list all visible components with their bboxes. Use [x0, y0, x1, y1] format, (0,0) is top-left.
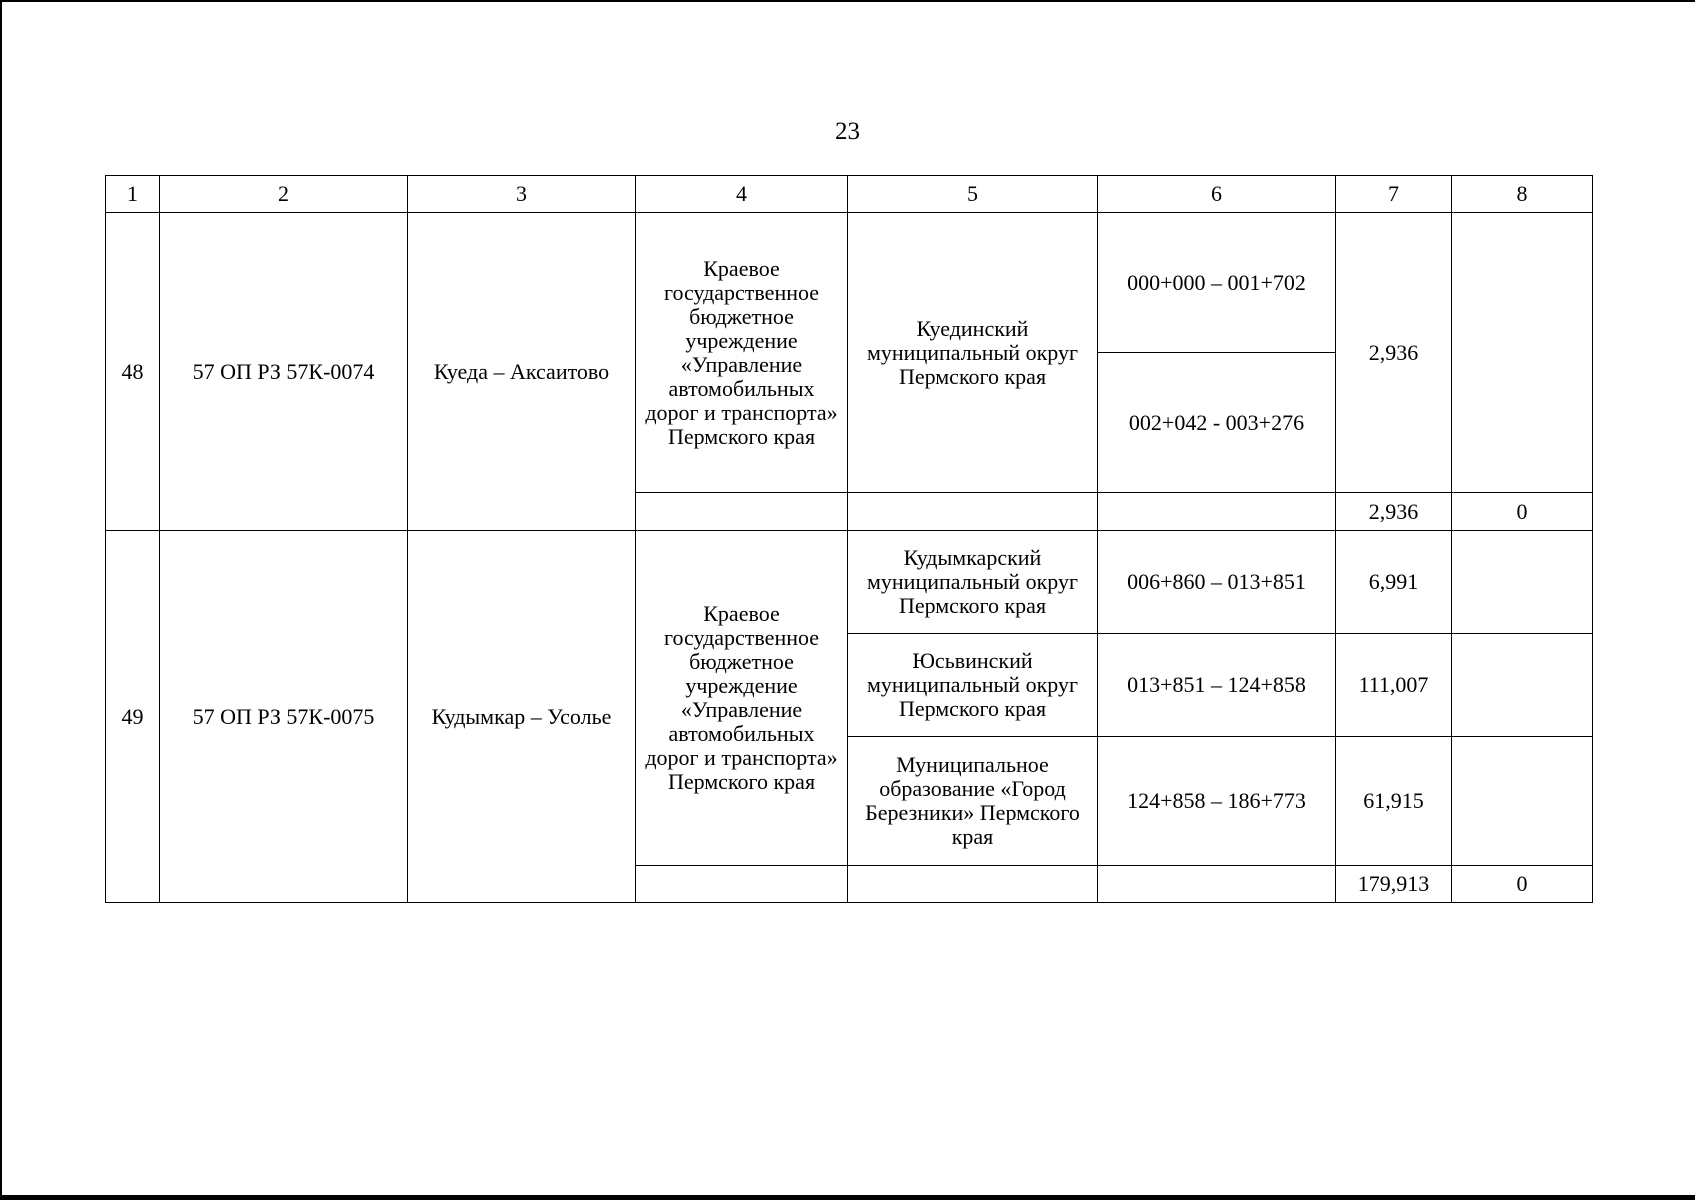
- header-cell: 6: [1098, 176, 1336, 213]
- empty-cell: [636, 493, 848, 531]
- empty-cell: [1098, 493, 1336, 531]
- header-cell: 1: [106, 176, 160, 213]
- total-col8: 0: [1452, 866, 1593, 903]
- total-length: 2,936: [1336, 493, 1452, 531]
- segment-range: 006+860 – 013+851: [1098, 531, 1336, 634]
- row-number: 49: [106, 531, 160, 903]
- page-number: 23: [835, 118, 860, 145]
- table-row: [106, 531, 1593, 634]
- segment-length: 2,936: [1336, 213, 1452, 493]
- road-code: 57 ОП РЗ 57К-0075: [160, 531, 408, 903]
- scan-border-left: [0, 0, 2, 1200]
- segment-range: 002+042 - 003+276: [1098, 353, 1336, 493]
- road-owner: Краевое государственное бюджетное учреждение «Управление автомобильных дорог и транспорта» Пермского края: [636, 213, 848, 493]
- empty-cell: [1098, 866, 1336, 903]
- segment-length: 111,007: [1336, 634, 1452, 737]
- table-row: [106, 213, 1593, 353]
- roads-table: [105, 175, 1593, 903]
- scan-border-top: [0, 0, 1695, 2]
- municipality: Муниципальное образование «Город Березники» Пермского края: [848, 737, 1098, 866]
- road-owner: Краевое государственное бюджетное учреждение «Управление автомобильных дорог и транспорта» Пермского края: [636, 531, 848, 866]
- empty-cell: [848, 866, 1098, 903]
- row-number: 48: [106, 213, 160, 531]
- total-col8: 0: [1452, 493, 1593, 531]
- col8-cell: [1452, 213, 1593, 493]
- road-code: 57 ОП РЗ 57К-0074: [160, 213, 408, 531]
- total-length: 179,913: [1336, 866, 1452, 903]
- header-cell: 8: [1452, 176, 1593, 213]
- header-cell: 4: [636, 176, 848, 213]
- municipality: Куединский муниципальный округ Пермского края: [848, 213, 1098, 493]
- segment-length: 6,991: [1336, 531, 1452, 634]
- header-cell: 2: [160, 176, 408, 213]
- segment-range: 013+851 – 124+858: [1098, 634, 1336, 737]
- segment-length: 61,915: [1336, 737, 1452, 866]
- header-cell: 7: [1336, 176, 1452, 213]
- empty-cell: [848, 493, 1098, 531]
- road-name: Куеда – Аксаитово: [408, 213, 636, 531]
- municipality: Юсьвинский муниципальный округ Пермского края: [848, 634, 1098, 737]
- col8-cell: [1452, 737, 1593, 866]
- col8-cell: [1452, 531, 1593, 634]
- municipality: Кудымкарский муниципальный округ Пермского края: [848, 531, 1098, 634]
- header-cell: 3: [408, 176, 636, 213]
- header-row: [106, 176, 1593, 213]
- scan-border-bottom: [0, 1195, 1695, 1200]
- empty-cell: [636, 866, 848, 903]
- road-name: Кудымкар – Усолье: [408, 531, 636, 903]
- segment-range: 000+000 – 001+702: [1098, 213, 1336, 353]
- header-cell: 5: [848, 176, 1098, 213]
- col8-cell: [1452, 634, 1593, 737]
- segment-range: 124+858 – 186+773: [1098, 737, 1336, 866]
